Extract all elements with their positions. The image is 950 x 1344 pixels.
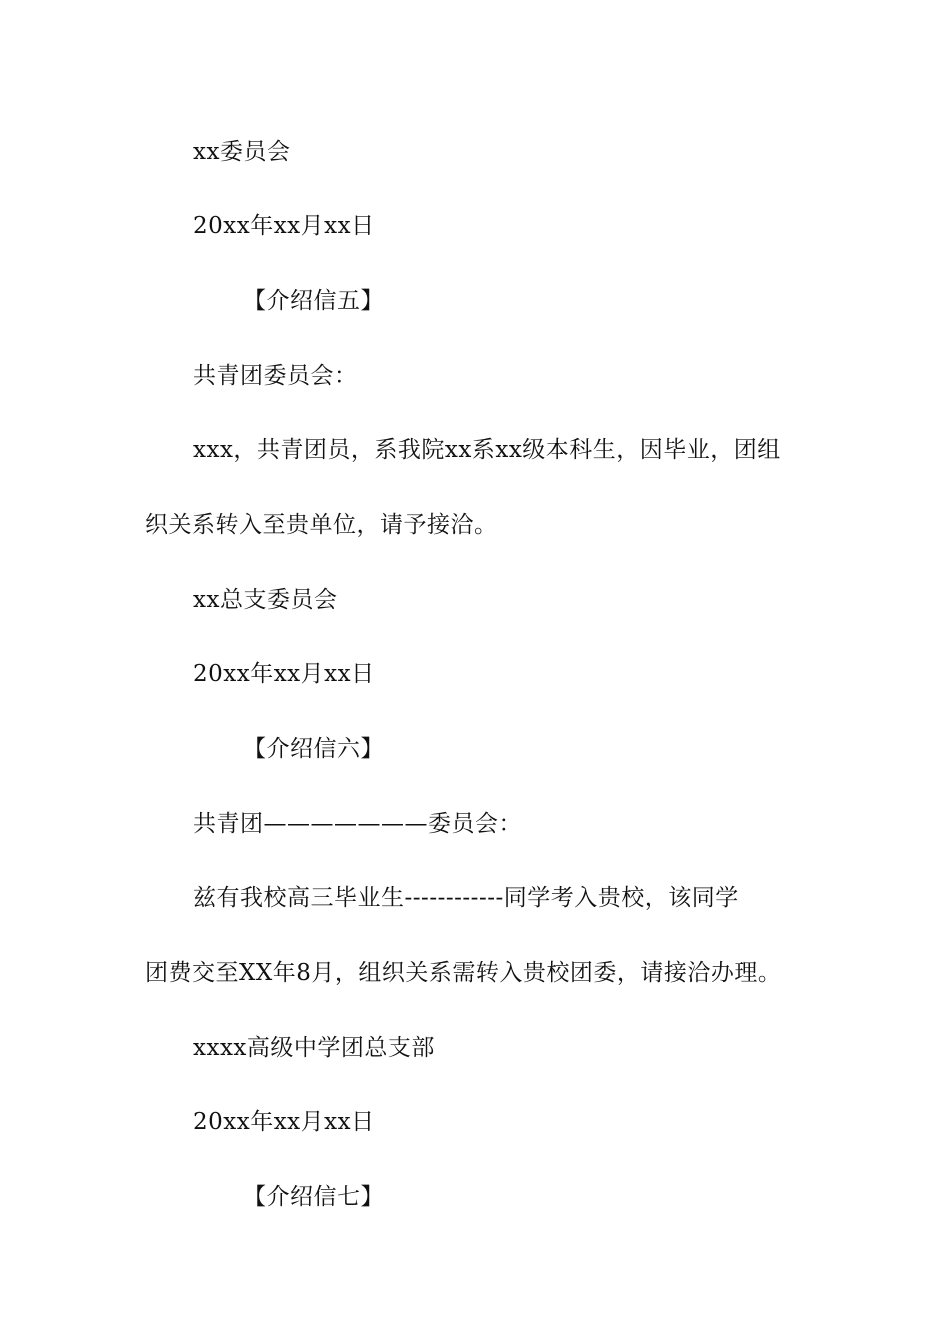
body-paragraph-line-2: 织关系转入至贵单位，请予接洽。	[145, 512, 498, 538]
section-heading-7: 【介绍信七】	[243, 1184, 384, 1210]
signature-branch-committee: xx总支委员会	[193, 587, 338, 613]
body-paragraph-line-1: xxx，共青团员，系我院xx系xx级本科生，因毕业，团组	[193, 437, 781, 463]
date-line: 20xx年xx月xx日	[193, 213, 375, 239]
date-line: 20xx年xx月xx日	[193, 1109, 375, 1135]
salutation: 共青团———————委员会：	[193, 811, 522, 837]
salutation: 共青团委员会：	[193, 363, 358, 389]
body-paragraph-line-1: 兹有我校高三毕业生------------同学考入贵校，该同学	[193, 885, 739, 911]
section-heading-5: 【介绍信五】	[243, 288, 384, 314]
signature-school: xxxx高级中学团总支部	[193, 1035, 435, 1061]
section-heading-6: 【介绍信六】	[243, 736, 384, 762]
date-line: 20xx年xx月xx日	[193, 661, 375, 687]
signature-committee: xx委员会	[193, 139, 291, 165]
body-paragraph-line-2: 团费交至XX年8月，组织关系需转入贵校团委，请接洽办理。	[145, 960, 782, 986]
